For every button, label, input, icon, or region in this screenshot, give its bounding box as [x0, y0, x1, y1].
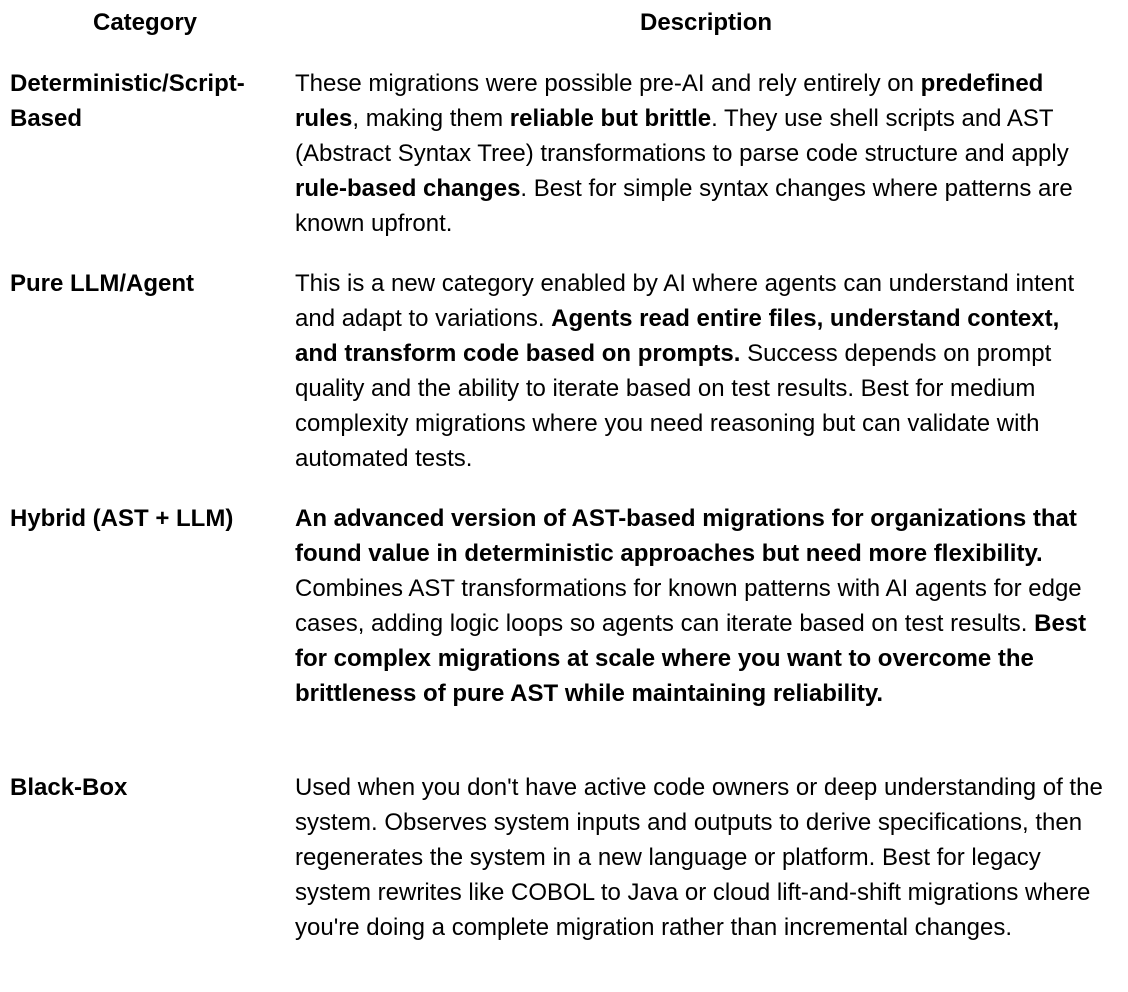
description-text: . Best for simple syntax changes where patterns are known upfront. [295, 175, 1073, 237]
description-text: , making them [352, 105, 510, 132]
header-category: Category [92, 9, 198, 36]
category-cell: Pure LLM/Agent [10, 270, 194, 297]
description-text: This is a new category enabled by AI where agents can understand intent and adapt to variations. [295, 270, 1075, 332]
table-row [0, 770, 1128, 980]
description-bold-text: reliable but brittle [509, 105, 712, 132]
description-bold-text: rule-based changes [295, 175, 521, 202]
description-text: Used when you don't have active code owners or deep understanding of the system. Observes system inputs and outputs to derive specifications, then regenerates the system in a new language or platform. Best for legacy system rewrites like COBOL to Java or cloud lift-and-shift migrations where you're doing a complete migration rather than incremental changes. [295, 774, 1103, 941]
table-row [0, 48, 1128, 266]
description-cell [295, 770, 1105, 980]
description-bold-text: Best for complex migrations at scale where you want to overcome the brittleness of pure AST while maintaining reliability. [295, 610, 1087, 707]
description-cell [295, 66, 1105, 266]
description-text: Success depends on prompt quality and the ability to iterate based on test results. Best for medium complexity migrations where you need reasoning but can validate with automated tests. [295, 340, 1052, 472]
description-cell [295, 501, 1105, 770]
description-text: . They use shell scripts and AST (Abstract Syntax Tree) transformations to parse code structure and apply [295, 105, 1069, 167]
table-row [0, 266, 1128, 501]
description-text: Combines AST transformations for known patterns with AI agents for edge cases, adding logic loops so agents can iterate based on test results. [295, 575, 1082, 637]
category-cell: Black-Box [10, 774, 128, 801]
header-description: Description [639, 9, 773, 36]
description-text: These migrations were possible pre-AI and rely entirely on [295, 70, 921, 97]
table-header-row [0, 0, 1128, 48]
description-bold-text: predefined rules [295, 70, 1044, 132]
description-bold-text: Agents read entire files, understand context, and transform code based on prompts. [295, 305, 1060, 367]
table-row [0, 501, 1128, 770]
category-cell: Deterministic/Script-Based [10, 70, 245, 132]
category-cell: Hybrid (AST + LLM) [10, 505, 234, 532]
description-bold-text: An advanced version of AST-based migrations for organizations that found value in deterministic approaches but need more flexibility. [295, 505, 1077, 567]
description-cell [295, 266, 1105, 501]
